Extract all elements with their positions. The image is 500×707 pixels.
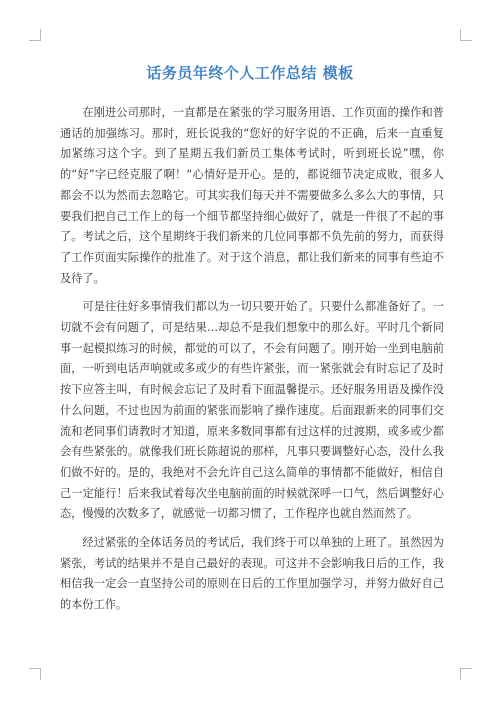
crop-mark-top-left <box>29 29 41 41</box>
crop-mark-top-right <box>460 29 472 41</box>
paragraph-1: 在刚进公司那时，一直都是在紧张的学习服务用语、工作页面的操作和普通话的加强练习。那时，班长说我的“您好的好字说的不正确，后来一直重复加紧练习这个字。到了星期五我们新员工集体考试时，听到班长说”嘿，你的“好”字已经克服了啊！“心情好是开心。是的，都说细节决定成败，很多人都会不以为然而去忽略它。可其实我们每天并不需要做多么多么大的事情，只要我们把自己工作上的每一个细节都坚持细心做好了，就是一件很了不起的事了。考试之后，这个星期终于我们新来的几位同事都不负先前的努力，而获得了工作页面实际操作的批准了。对于这个消息，都让我们新来的同事有些迫不及待了。 <box>60 106 444 285</box>
document-title: 话务员年终个人工作总结 模板 <box>146 64 354 82</box>
paragraph-2: 可是往往好多事情我们都以为一切只要开始了。只要什么都准备好了。一切就不会有问题了，可是结果…却总不是我们想象中的那么好。平时几个新同事一起模拟练习的时候，都觉的可以了，不会有问题了。刚开始一坐到电脑前面，一听到电话声响就或多或少的有些许紧张，而一紧张就会有时忘记了及时按下应答主叫，有时候会忘记了及时看下面温馨提示。还好服务用语及操作没什么问题，不过也因为前面的紧张而影响了操作速度。后面跟新来的同事们交流和老同事们请教时才知道，原来多数同事都有过这样的过渡期，或多或少都会有些紧张的。就像我们班长陈超说的那样，凡事只要调整好心态，没什么我们做不好的。是的，我绝对不会允许自己这么简单的事情都不能做好，相信自己一定能行！后来我试着每次坐电脑前面的时候就深呼一口气，然后调整好心态，慢慢的次数多了，就感觉一切都习惯了，工作程序也就自然而然了。 <box>60 300 444 521</box>
document-body <box>60 103 444 624</box>
crop-mark-bottom-right <box>460 668 472 680</box>
crop-mark-bottom-left <box>29 668 41 680</box>
paragraph-3: 经过紧张的全体话务员的考试后，我们终于可以单独的上班了。虽然因为紧张，考试的结果并不是自己最好的表现。可这并不会影响我日后的工作，我相信我一定会一直坚持公司的原则在日后的工作里加强学习，并努力做好自己的本份工作。 <box>60 536 444 612</box>
